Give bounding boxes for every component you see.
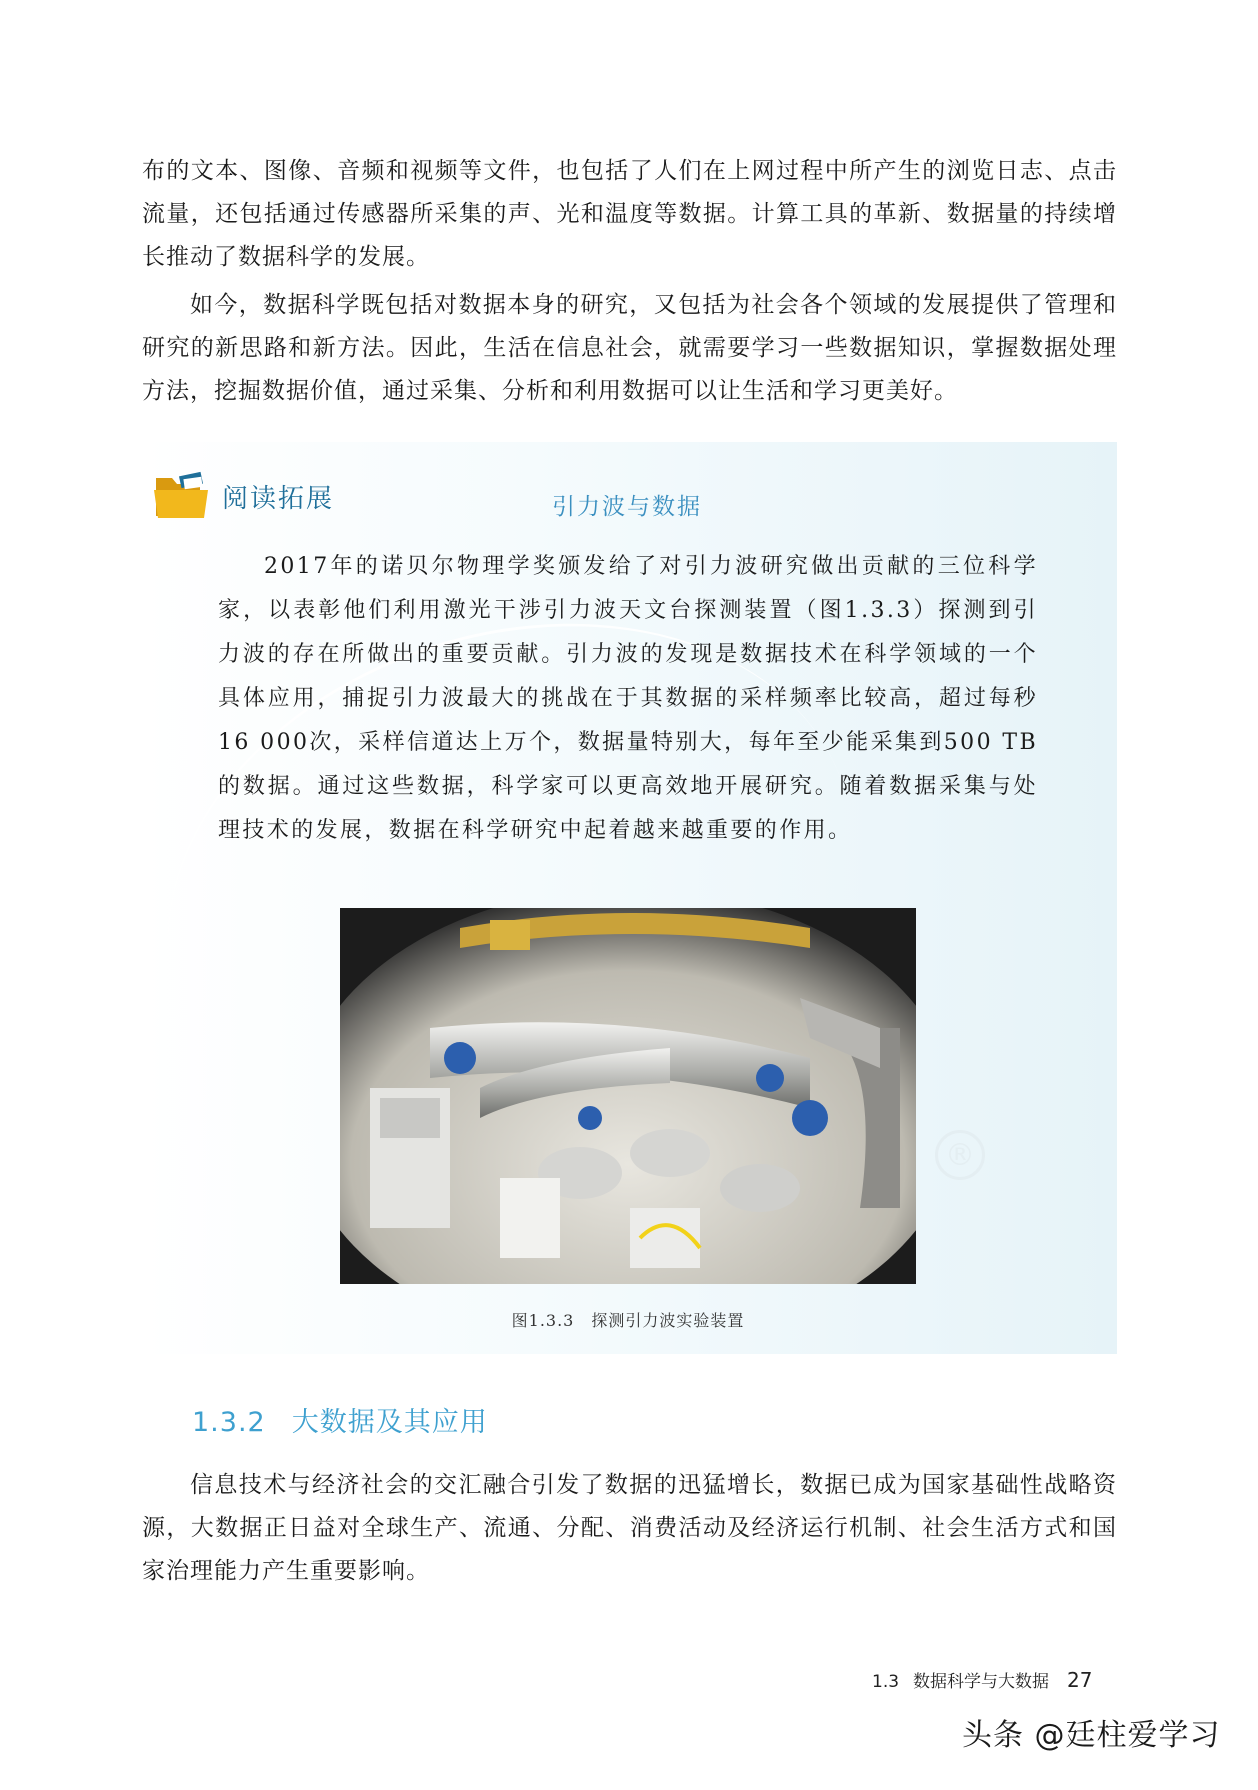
folder-icon: [150, 468, 212, 522]
ligo-apparatus-photo: [340, 908, 916, 1284]
reading-extension-label: 阅读拓展: [222, 484, 335, 514]
figure-caption: 图1.3.3 探测引力波实验装置: [511, 1311, 745, 1330]
registered-mark-icon: ®: [935, 1130, 985, 1180]
reading-box-paragraph: 2017年的诺贝尔物理学奖颁发给了对引力波研究做出贡献的三位科学家，以表彰他们利用激光干涉引力波天文台探测装置（图1.3.3）探测到引力波的存在所做出的重要贡献。引力波的发现是数据技术在科学领域的一个具体应用，捕捉引力波最大的挑战在于其数据的采样频率比较高，超过每秒16 000次，采样信道达上万个，数据量特别大，每年至少能采集到500 TB的数据。通过这些数据，科学家可以更高效地开展研究。随着数据采集与处理技术的发展，数据在科学研究中起着越来越重要的作用。: [218, 554, 1039, 843]
body-paragraph-1: 布的文本、图像、音频和视频等文件，也包括了人们在上网过程中所产生的浏览日志、点击流量，还包括通过传感器所采集的声、光和温度等数据。计算工具的革新、数据量的持续增长推动了数据科学的发展。: [142, 158, 1117, 270]
watermark-text: 头条 @廷柱爱学习: [962, 1718, 1221, 1753]
reading-box-title: 引力波与数据: [552, 494, 702, 520]
page-number: 27: [1067, 1668, 1093, 1692]
section-title: 大数据及其应用: [291, 1407, 488, 1438]
page-footer: [872, 1667, 1093, 1692]
section-heading: [192, 1400, 488, 1439]
section-number: 1.3.2: [192, 1407, 266, 1438]
footer-section-number: 1.3: [872, 1672, 900, 1692]
body-paragraph-2: 如今，数据科学既包括对数据本身的研究，又包括为社会各个领域的发展提供了管理和研究的新思路和新方法。因此，生活在信息社会，就需要学习一些数据知识，掌握数据处理方法，挖掘数据价值，通过采集、分析和利用数据可以让生活和学习更美好。: [142, 292, 1117, 404]
footer-section-title: 数据科学与大数据: [913, 1672, 1050, 1692]
section-paragraph: 信息技术与经济社会的交汇融合引发了数据的迅猛增长，数据已成为国家基础性战略资源，大数据正日益对全球生产、流通、分配、消费活动及经济运行机制、社会生活方式和国家治理能力产生重要影响。: [142, 1472, 1117, 1584]
